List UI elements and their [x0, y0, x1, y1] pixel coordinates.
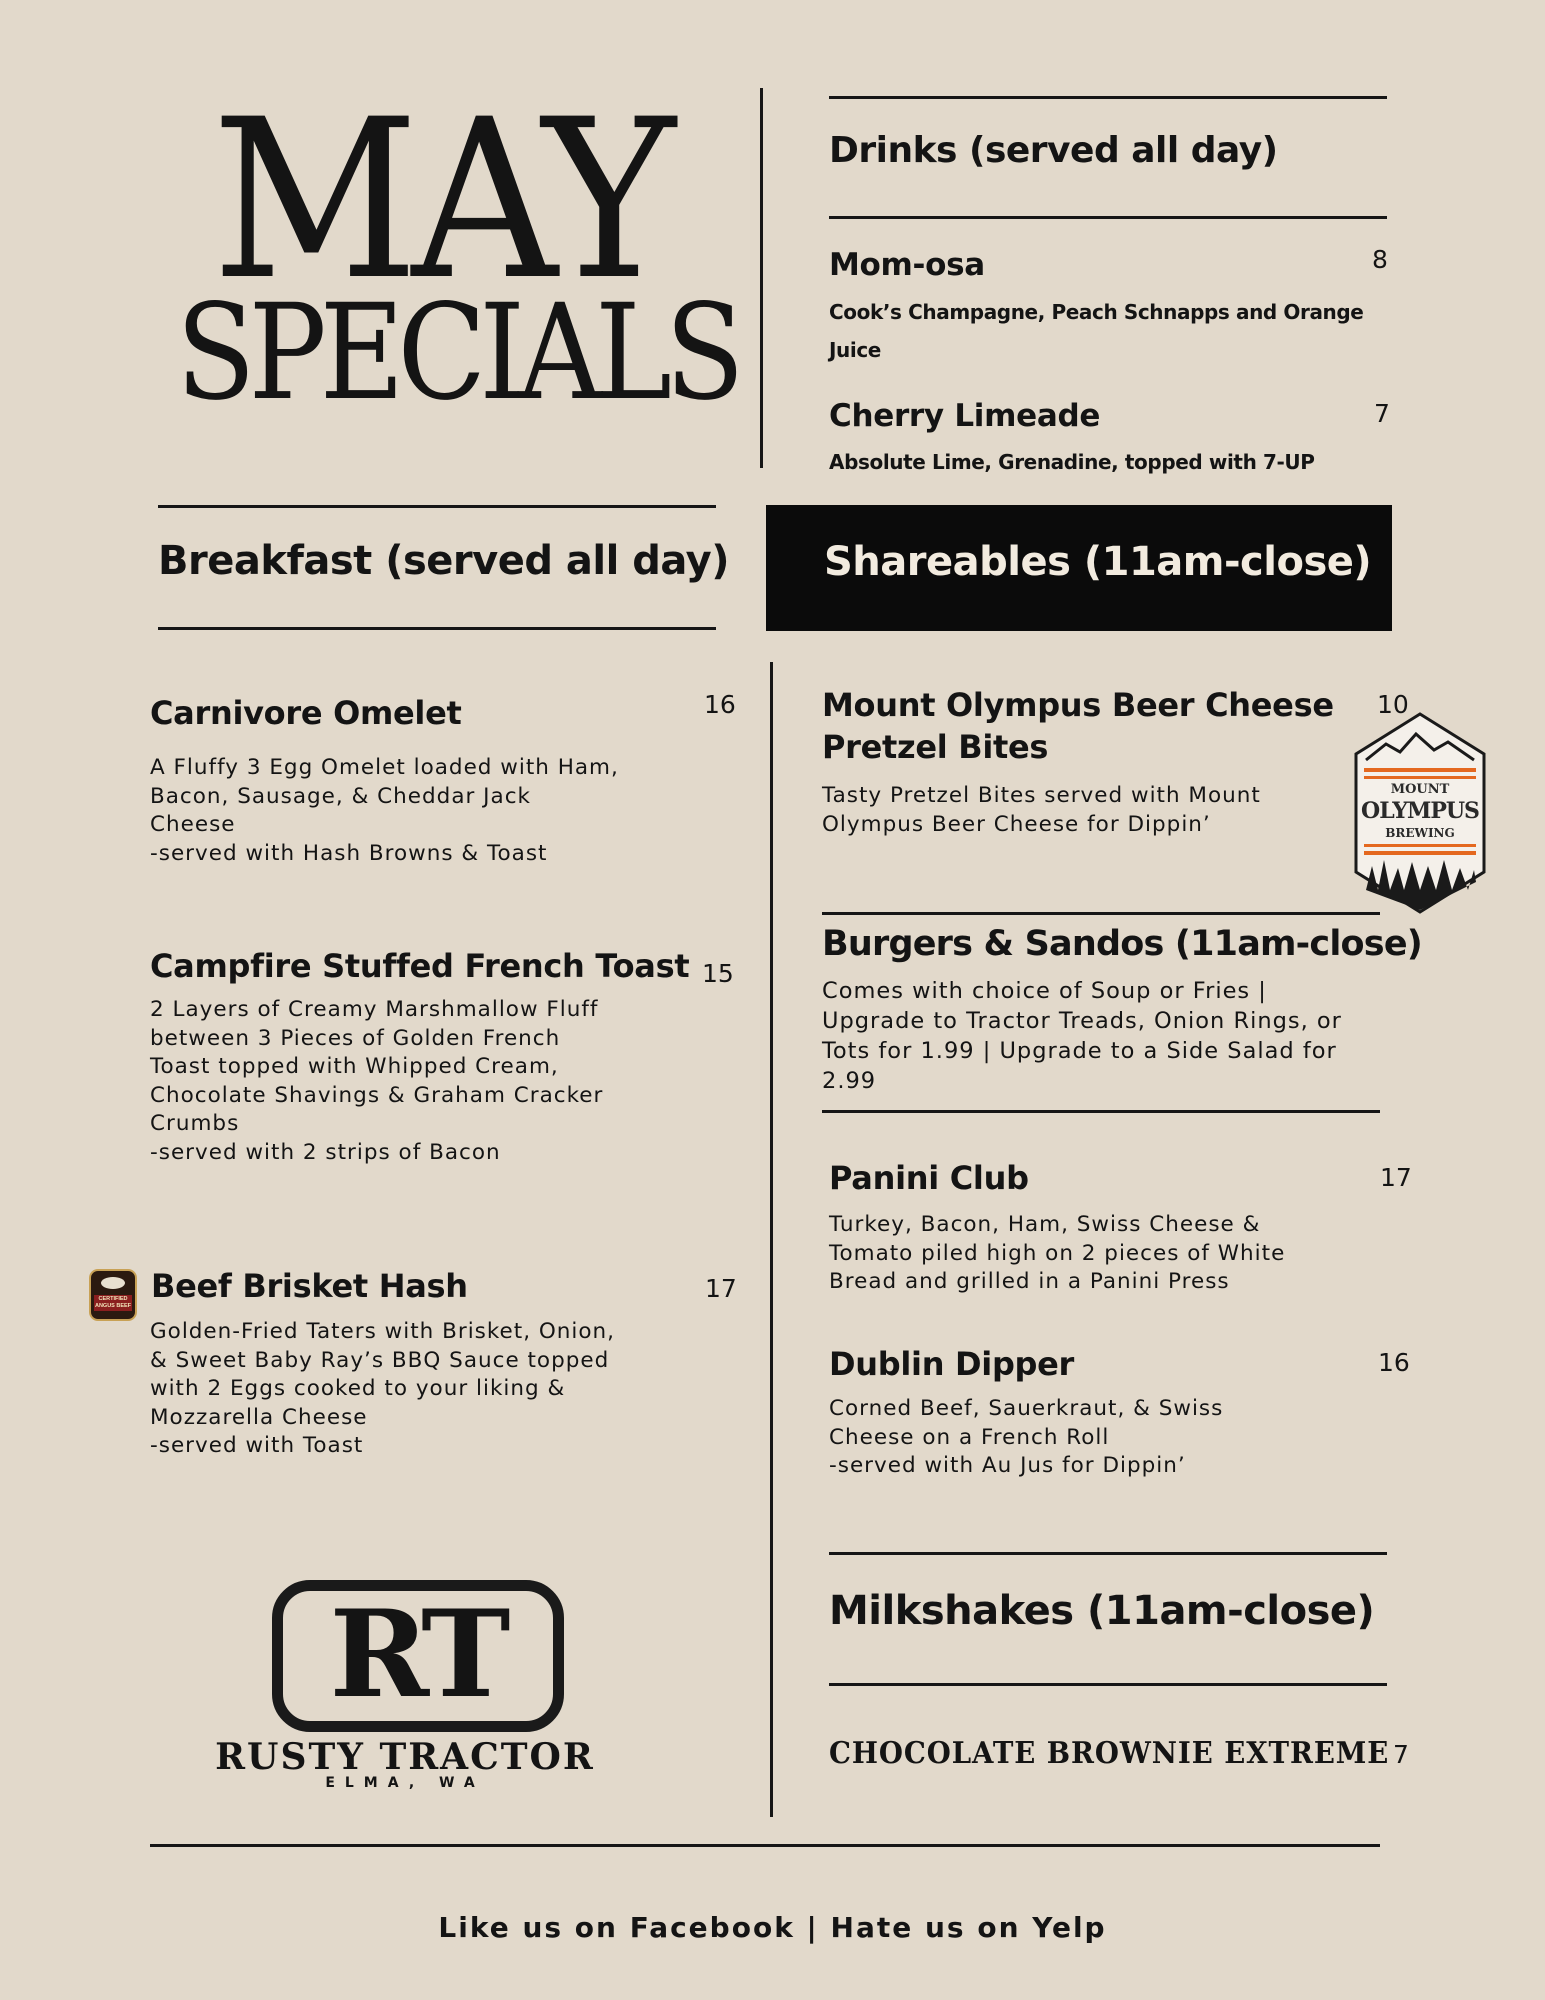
shareables-heading-box: [766, 505, 1392, 631]
breakfast-rule-bottom: [158, 627, 716, 630]
top-divider: [760, 88, 763, 468]
olympus-logo-line2: OLYMPUS: [1361, 798, 1479, 824]
breakfast-item-desc: Golden-Fried Taters with Brisket, Onion, & Sweet Baby Ray’s BBQ Sauce topped with 2 Eggs cooked to your liking & Mozzarella Cheese -served with Toast: [150, 1319, 616, 1458]
breakfast-item-desc: 2 Layers of Creamy Marshmallow Fluff between 3 Pieces of Golden French Toast topped with Whipped Cream, Chocolate Shavings & Graham Cracker Crumbs -served with 2 strips of Bacon: [150, 997, 604, 1165]
sando-item-desc: Turkey, Bacon, Ham, Swiss Cheese & Tomato piled high on 2 pieces of White Bread and grilled in a Panini Press: [829, 1212, 1286, 1294]
milkshake-item-price: 7: [1393, 1740, 1409, 1769]
shareable-item-desc: Tasty Pretzel Bites served with Mount Olympus Beer Cheese for Dippin’: [822, 783, 1261, 837]
sando-item-desc: Corned Beef, Sauerkraut, & Swiss Cheese on a French Roll -served with Au Jus for Dippin’: [829, 1396, 1224, 1478]
burgers-rule-top: [822, 912, 1380, 915]
olympus-logo-line3: BREWING: [1385, 826, 1455, 840]
shareables-heading: Shareables (11am-close): [824, 539, 1372, 585]
drinks-rule-top: [829, 96, 1387, 99]
sando-item-price: 16: [1378, 1348, 1410, 1377]
angus-badge-line1: CERTIFIED: [98, 1296, 128, 1302]
footer-rule: [150, 1844, 1380, 1847]
angus-badge-graphic: [88, 1268, 138, 1322]
burgers-heading: Burgers & Sandos (11am-close): [822, 924, 1422, 964]
milkshake-item-name: CHOCOLATE BROWNIE EXTREME: [829, 1736, 1390, 1771]
breakfast-rule-top: [158, 505, 716, 508]
rusty-tractor-logo-letters: RT: [329, 1584, 505, 1725]
shareable-item-name: Mount Olympus Beer Cheese Pretzel Bites: [822, 686, 1334, 766]
burgers-subtext: Comes with choice of Soup or Fries | Upgrade to Tractor Treads, Onion Rings, or Tots for 1.99 | Upgrade to a Side Salad for 2.99: [822, 978, 1342, 1094]
drink-name: Mom-osa: [829, 247, 985, 283]
mount-olympus-logo: [1352, 710, 1488, 916]
olympus-logo-line1: MOUNT: [1390, 782, 1450, 797]
drink-desc: Juice: [829, 338, 881, 362]
rusty-tractor-name: RUSTY TRACTOR: [215, 1736, 595, 1778]
drink-desc: Cook’s Champagne, Peach Schnapps and Orange: [829, 300, 1364, 324]
angus-badge-line2: ANGUS BEEF: [94, 1303, 132, 1309]
title-may: MAY: [211, 72, 669, 328]
main-divider: [770, 662, 773, 1817]
footer-text: Like us on Facebook | Hate us on Yelp: [438, 1911, 1107, 1944]
breakfast-item-price: 17: [705, 1274, 737, 1303]
drinks-rule-bottom: [829, 216, 1387, 219]
title-specials: SPECIALS: [176, 276, 738, 430]
drink-desc: Absolute Lime, Grenadine, topped with 7-UP: [829, 450, 1315, 474]
drinks-heading: Drinks (served all day): [829, 130, 1278, 171]
breakfast-item-name: Campfire Stuffed French Toast: [150, 947, 690, 985]
sando-item-name: Dublin Dipper: [829, 1345, 1075, 1383]
breakfast-item-name: Carnivore Omelet: [150, 694, 462, 732]
shareable-item-price: 10: [1377, 690, 1409, 719]
drink-price: 7: [1374, 399, 1390, 428]
breakfast-item-desc: A Fluffy 3 Egg Omelet loaded with Ham, Bacon, Sausage, & Cheddar Jack Cheese -served with Hash Browns & Toast: [150, 755, 619, 866]
breakfast-item-price: 15: [702, 959, 734, 988]
drink-name: Cherry Limeade: [829, 398, 1101, 434]
rusty-tractor-location: ELMA, WA: [325, 1775, 485, 1791]
milkshakes-rule-top: [829, 1552, 1387, 1555]
drink-price: 8: [1372, 245, 1388, 274]
milkshakes-heading: Milkshakes (11am-close): [829, 1588, 1375, 1634]
sando-item-price: 17: [1380, 1163, 1412, 1192]
certified-angus-badge: [88, 1268, 138, 1322]
milkshakes-rule-bottom: [829, 1683, 1387, 1686]
sando-item-name: Panini Club: [829, 1159, 1029, 1197]
breakfast-heading: Breakfast (served all day): [158, 538, 729, 584]
burgers-rule-bottom: [822, 1110, 1380, 1113]
breakfast-item-name: Beef Brisket Hash: [151, 1267, 468, 1305]
breakfast-item-price: 16: [704, 690, 736, 719]
